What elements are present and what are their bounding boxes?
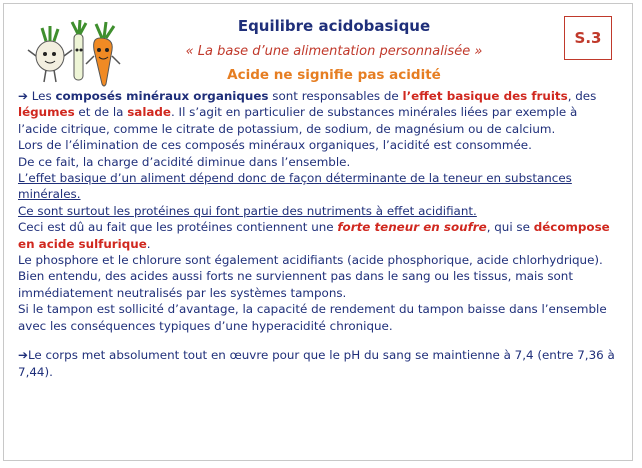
highlight-red: forte teneur en soufre bbox=[337, 220, 487, 235]
highlight-red: salade bbox=[127, 105, 171, 120]
highlight-bold: composés minéraux organiques bbox=[55, 89, 269, 103]
paragraph-10: ➔Le corps met absolument tout en œuvre pour que le pH du sang se maintienne à 7,4 (entre 7,36 à 7,44). bbox=[18, 348, 615, 379]
paragraph-2: Lors de l’élimination de ces composés minéraux organiques, l’acidité est consommée. bbox=[18, 138, 532, 153]
highlight-red: l’effet basique des fruits bbox=[402, 89, 568, 103]
slide-code: S.3 bbox=[574, 29, 602, 47]
subtitle: « La base d’une alimentation personnalisée » bbox=[185, 44, 483, 59]
paragraph-5-underlined: Ce sont surtout les protéines qui font partie des nutriments à effet acidifiant. bbox=[18, 203, 477, 218]
paragraph-7: Le phosphore et le chlorure sont également acidifiants (acide phosphorique, acide chlorhydrique). bbox=[18, 253, 603, 268]
body-text bbox=[18, 88, 618, 380]
document-page bbox=[3, 3, 633, 461]
paragraph-8: Bien entendu, des acides aussi forts ne surviennent pas dans le sang ou les tissus, mais sont immédiatement neutralisés par les systèmes tampons. bbox=[18, 269, 574, 300]
paragraph-3: De ce fait, la charge d’acidité diminue dans l’ensemble. bbox=[18, 154, 351, 169]
header bbox=[134, 16, 534, 84]
arrow-icon: ➔ bbox=[18, 89, 28, 103]
arrow-icon: ➔ bbox=[18, 348, 28, 363]
slide-code-box bbox=[564, 16, 612, 60]
section-heading: Acide ne signifie pas acidité bbox=[227, 67, 441, 83]
highlight-red: décompose en acide sulfurique bbox=[18, 220, 610, 251]
page-title: Equilibre acidobasique bbox=[237, 17, 431, 35]
highlight-red: légumes bbox=[18, 105, 75, 120]
paragraph-1: ➔ Les composés minéraux organiques sont responsables de l’effet basique des fruits, des légumes et de la salade. Il s’agit en particulier de substances minérales liées par exemple à l’acide citrique, comme le citrate de potassium, de sodium, de magnésium ou de calcium. bbox=[18, 89, 597, 136]
paragraph-4-underlined: L’effet basique d’un aliment dépend donc de façon déterminante de la teneur en substances minérales. bbox=[18, 171, 572, 202]
paragraph-9: Si le tampon est sollicité d’avantage, la capacité de rendement du tampon baisse dans l’ensemble avec les conséquences typiques d’une hyperacidité chronique. bbox=[18, 302, 607, 333]
spacer bbox=[18, 334, 618, 347]
vegetable-mascots-icon bbox=[22, 20, 132, 90]
paragraph-6: Ceci est dû au fait que les protéines contiennent une forte teneur en soufre, qui se décompose en acide sulfurique. bbox=[18, 220, 610, 251]
